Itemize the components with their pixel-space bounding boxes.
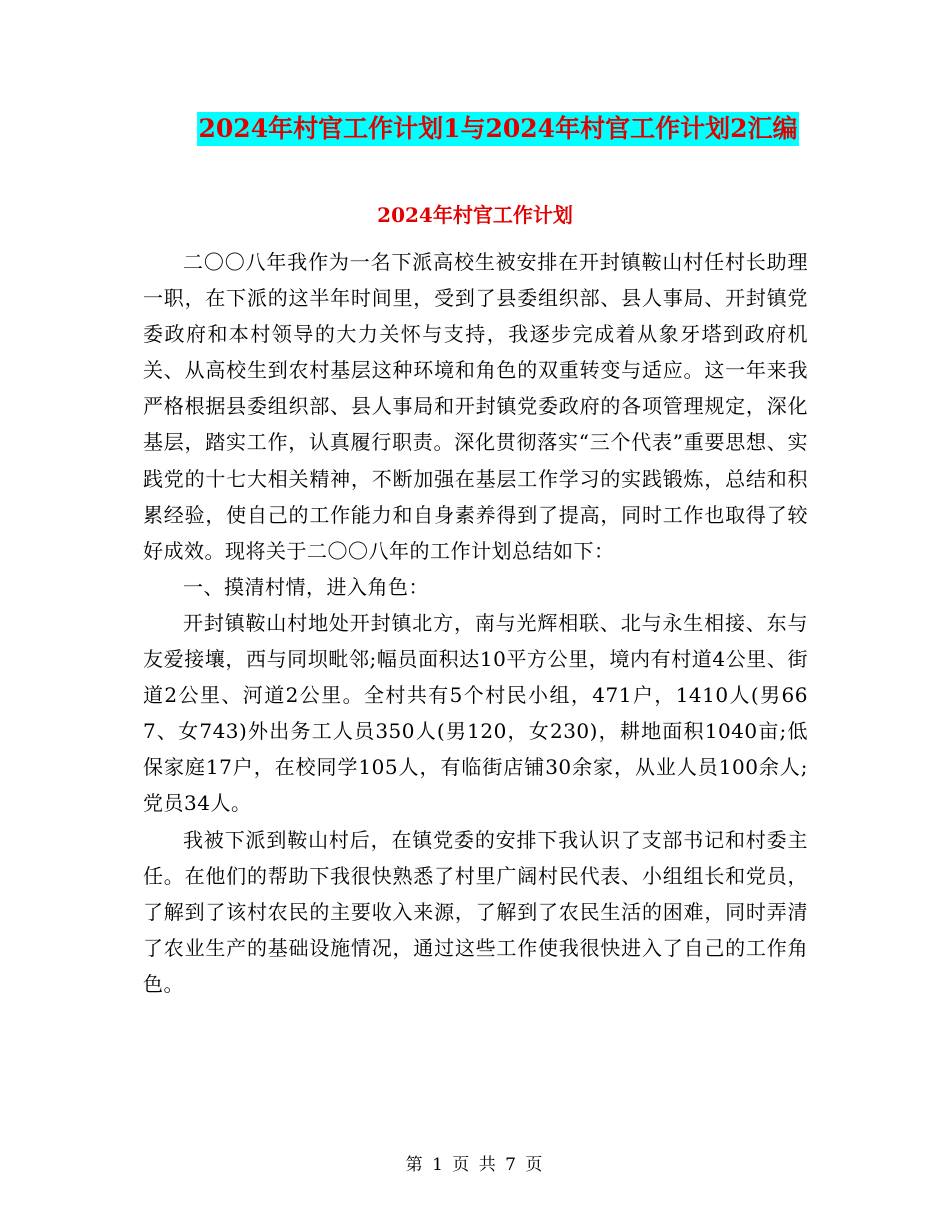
paragraph-village-info: 开封镇鞍山村地处开封镇北方，南与光辉相联、北与永生相接、东与友爱接壤，西与同坝毗邻;幅员面积达10平方公里，境内有村道4公里、街道2公里、河道2公里。全村共有5个村民小组，471户，1410人(男667、女743)外出务工人员350人(男120，女230)，耕地面积1040亩;低保家庭17户，在校同学105人，有临街店铺30余家，从业人员100余人;党员34人。 (143, 610, 808, 816)
paragraph-heading-1: 一、摸清村情，进入角色： (183, 574, 429, 599)
document-body (143, 244, 808, 1002)
paragraph-entering-role: 我被下派到鞍山村后，在镇党委的安排下我认识了支部书记和村委主任。在他们的帮助下我很快熟悉了村里广阔村民代表、小组组长和党员，了解到了该村农民的主要收入来源，了解到了农民生活的困难，同时弄清了农业生产的基础设施情况，通过这些工作使我很快进入了自己的工作角色。 (143, 827, 808, 996)
page-footer: 第 1 页 共 7 页 (405, 1155, 545, 1175)
section-title: 2024年村官工作计划 (377, 203, 573, 227)
main-title: 2024年村官工作计划1与2024年村官工作计划2汇编 (197, 112, 800, 146)
paragraph-intro: 二〇〇八年我作为一名下派高校生被安排在开封镇鞍山村任村长助理一职，在下派的这半年时间里，受到了县委组织部、县人事局、开封镇党委政府和本村领导的大力关怀与支持，我逐步完成着从象牙塔到政府机关、从高校生到农村基层这种环境和角色的双重转变与适应。这一年来我严格根据县委组织部、县人事局和开封镇党委政府的各项管理规定，深化基层，踏实工作，认真履行职责。深化贯彻落实“三个代表”重要思想、实践党的十七大相关精神，不断加强在基层工作学习的实践锻炼，总结和积累经验，使自己的工作能力和自身素养得到了提高，同时工作也取得了较好成效。现将关于二〇〇八年的工作计划总结如下： (143, 250, 808, 563)
main-title-container (0, 112, 950, 146)
